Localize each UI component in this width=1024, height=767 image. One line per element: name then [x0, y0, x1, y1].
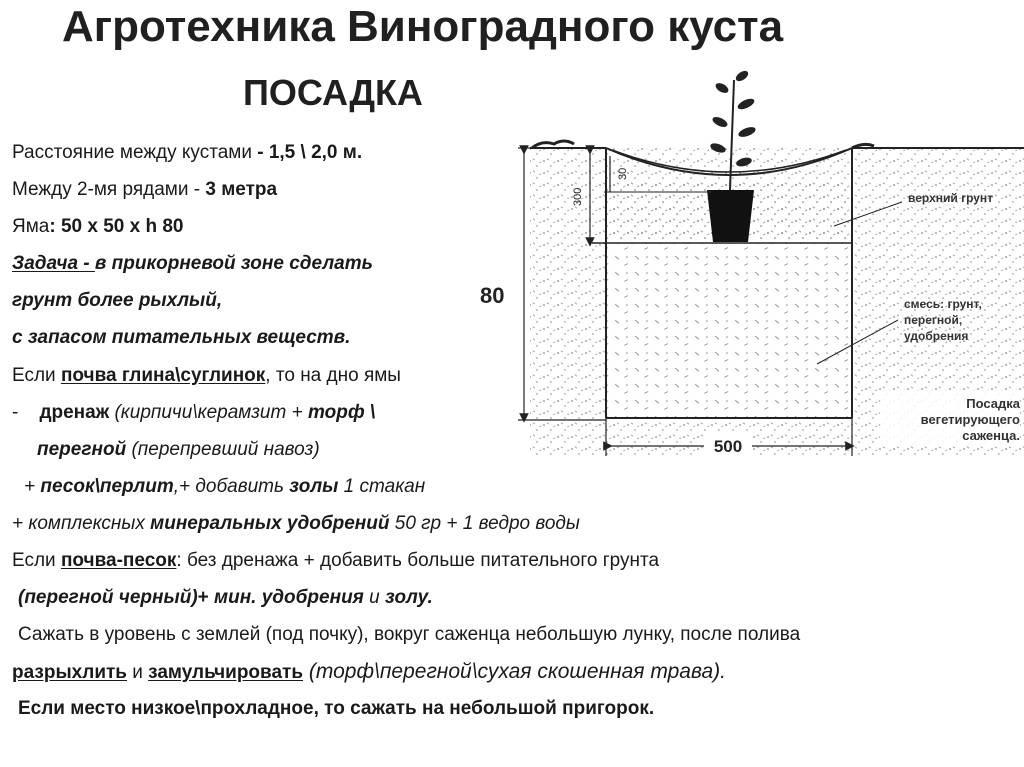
line-planting: Сажать в уровень с землей (под почку), вокруг саженца небольшую лунку, после полива [18, 624, 801, 646]
line-row-spacing: Между 2-мя рядами - 3 метра [12, 179, 278, 201]
line-drainage: - дренаж (кирпичи\керамзит + торф \ [12, 401, 376, 423]
line-clay-soil: Если почва глина\суглинок, то на дно ямы [12, 364, 401, 386]
dim-500: 500 [713, 437, 743, 456]
label-plant-1: Посадка [966, 396, 1020, 411]
planting-pit-diagram [472, 62, 1024, 462]
line-task-2: грунт более рыхлый, [12, 290, 223, 312]
line-pit-size: Яма: 50 х 50 х h 80 [12, 216, 184, 238]
line-task: Задача - в прикорневой зоне сделать [12, 253, 373, 275]
dim-80: 80 [480, 283, 505, 308]
line-low-place: Если место низкое\прохладное, то сажать на небольшой пригорок. [18, 698, 655, 720]
dim-30: 30 [617, 167, 629, 180]
label-mix-2: перегной, [904, 313, 963, 327]
line-fertilizer: + комплексных минеральных удобрений 50 гр + 1 ведро воды [12, 512, 580, 534]
line-sand-ash: + песок\перлит,+ добавить золы 1 стакан [24, 475, 426, 497]
line-black-humus: (перегной черный)+ мин. удобрения и золу. [18, 587, 433, 609]
line-bush-spacing: Расстояние между кустами - 1,5 \ 2,0 м. [12, 142, 363, 163]
label-plant-2: вегетирующего [920, 412, 1020, 427]
line-mulch: разрыхлить и замульчировать (торф\перегной\сухая скошенная трава). [12, 660, 726, 684]
label-topsoil: верхний грунт [908, 191, 994, 205]
page-title: Агротехника Виноградного куста [62, 2, 784, 51]
line-task-3: с запасом питательных веществ. [12, 327, 351, 349]
line-humus: перегной (перепревший навоз) [37, 438, 320, 460]
dim-300: 300 [572, 187, 584, 206]
page-subtitle: ПОСАДКА [243, 72, 423, 113]
label-plant-3: саженца. [962, 428, 1020, 443]
line-sandy-soil: Если почва-песок: без дренажа + добавить больше питательного грунта [12, 550, 660, 572]
label-mix-1: смесь: грунт, [904, 297, 982, 311]
seedling-pot [707, 190, 754, 242]
label-mix-3: удобрения [904, 329, 969, 343]
